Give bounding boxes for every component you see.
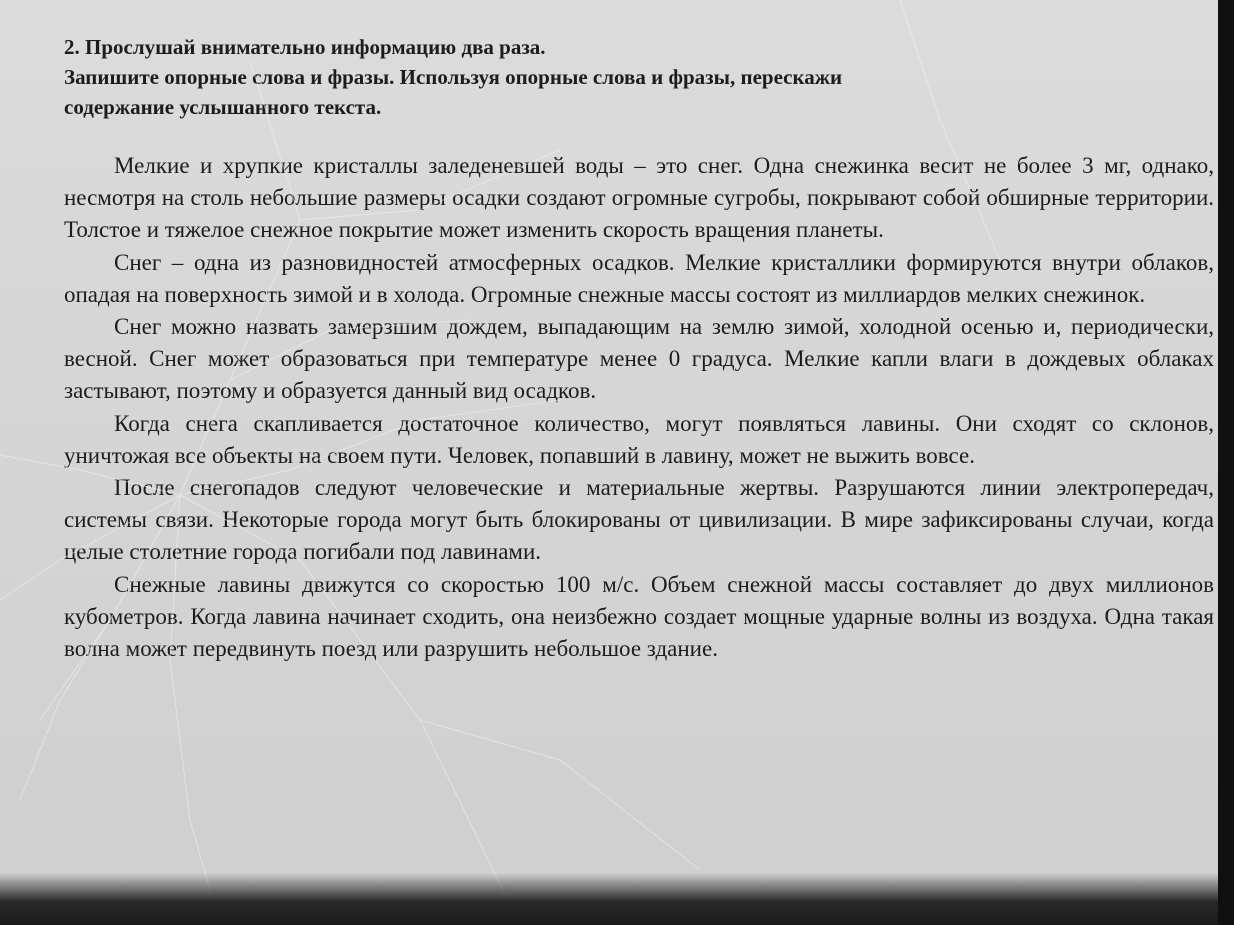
paragraph-avalanches: Когда снега скапливается достаточное количество, могут появляться лавины. Они сходят со склонов, уничтожая все объекты на своем пути. Человек, попавший в лавину, может не выжить вовсе. — [64, 410, 1214, 468]
task-instruction: Запишите опорные слова и фразы. Используя опорные слова и фразы, перескажи — [64, 65, 843, 89]
photo-bottom-shadow — [0, 873, 1234, 925]
screen-bezel-right — [1218, 0, 1234, 925]
task-heading — [64, 32, 1214, 122]
document-page — [64, 32, 1214, 665]
paragraph-precipitation: Снег – одна из разновидностей атмосферных осадков. Мелкие кристаллики формируются внутри облаков, опадая на поверхность зимой и в холода. Огромные снежные массы состоят из миллиардов мелких снежинок. — [64, 249, 1214, 307]
task-title: 2. Прослушай внимательно информацию два раза. — [64, 35, 546, 59]
task-instruction-continued: содержание услышанного текста. — [64, 95, 382, 119]
paragraph-avalanche-speed: Снежные лавины движутся со скоростью 100 м/с. Объем снежной массы составляет до двух миллионов кубометров. Когда лавина начинает сходить, она неизбежно создает мощные ударные волны из воздуха. Одна такая волна может передвинуть поезд или разрушить небольшое здание. — [64, 571, 1214, 662]
article-text — [64, 150, 1214, 665]
paragraph-snow-definition: Мелкие и хрупкие кристаллы заледеневшей воды – это снег. Одна снежинка весит не более 3 мг, однако, несмотря на столь небольшие размеры осадки создают огромные сугробы, покрывают собой обширные территории. Толстое и тяжелое снежное покрытие может изменить скорость вращения планеты. — [64, 153, 1214, 243]
paragraph-consequences: После снегопадов следуют человеческие и материальные жертвы. Разрушаются линии электропередач, системы связи. Некоторые города могут быть блокированы от цивилизации. В мире зафиксированы случаи, когда целые столетние города погибали под лавинами. — [64, 475, 1214, 565]
paragraph-frozen-rain: Снег можно назвать замерзшим дождем, выпадающим на землю зимой, холодной осенью и, периодически, весной. Снег может образоваться при температуре менее 0 градуса. Мелкие капли влаги в дождевых облаках застывают, поэтому и образуется данный вид осадков. — [64, 314, 1214, 404]
